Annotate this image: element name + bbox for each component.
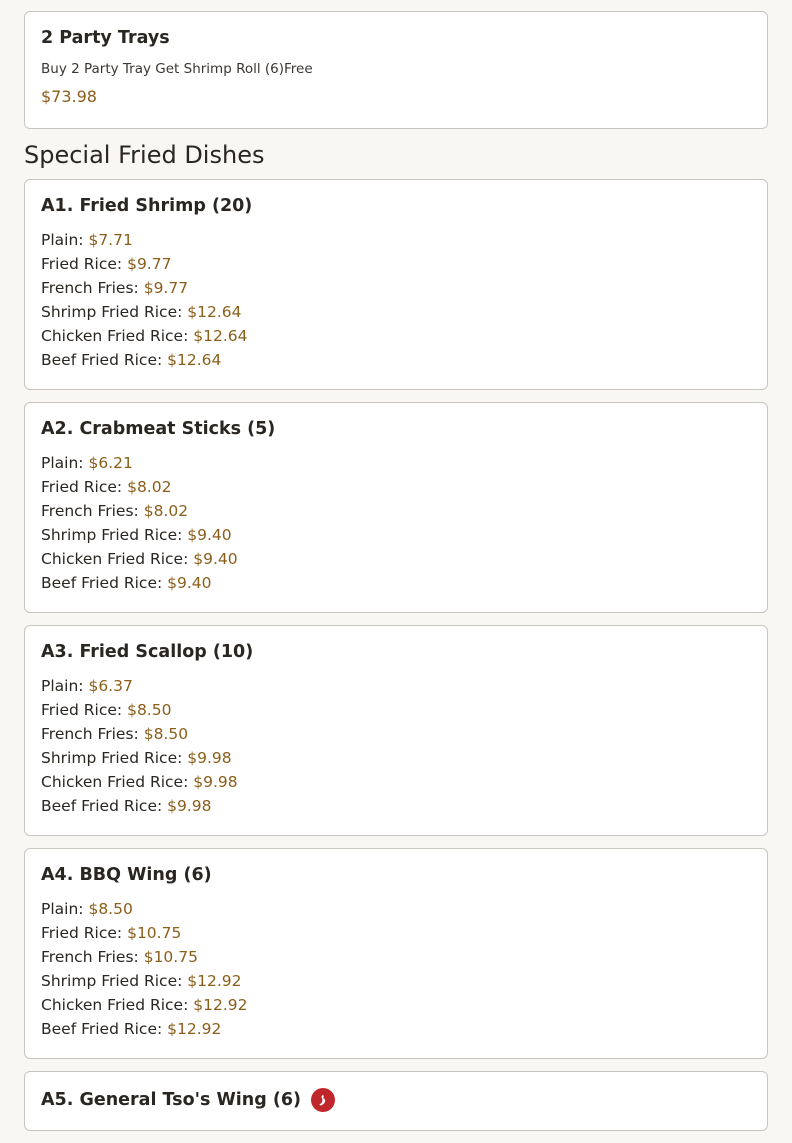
option-price: $8.02 [143,502,189,520]
option-row: French Fries: $10.75 [41,948,198,966]
option-row: Beef Fried Rice: $12.64 [41,351,222,369]
option-price: $12.64 [187,303,242,321]
item-description: Buy 2 Party Tray Get Shrimp Roll (6)Free [41,61,313,77]
option-price: $12.64 [193,327,248,345]
option-row: Chicken Fried Rice: $9.98 [41,773,238,791]
option-row: French Fries: $8.02 [41,502,189,520]
option-row: Beef Fried Rice: $12.92 [41,1020,222,1038]
menu-content [24,0,768,1143]
item-title-row [41,1088,751,1112]
menu-item-card[interactable] [24,179,768,390]
option-price: $8.50 [127,701,172,719]
option-row: Chicken Fried Rice: $12.64 [41,327,248,345]
item-title: A4. BBQ Wing (6) [41,865,212,885]
option-price: $12.92 [187,972,242,990]
pepper-icon [316,1093,330,1107]
option-price: $6.21 [88,454,133,472]
option-row: Shrimp Fried Rice: $12.64 [41,303,242,321]
option-row: Fried Rice: $8.02 [41,478,172,496]
option-row: Chicken Fried Rice: $12.92 [41,996,248,1014]
option-price: $9.40 [193,550,238,568]
option-price: $8.02 [127,478,172,496]
option-row: Fried Rice: $9.77 [41,255,172,273]
option-price: $9.98 [193,773,238,791]
item-title: 2 Party Trays [41,28,170,48]
option-row: Shrimp Fried Rice: $12.92 [41,972,242,990]
item-title: A2. Crabmeat Sticks (5) [41,419,276,439]
menu-item-card[interactable] [24,402,768,613]
option-row: Plain: $6.37 [41,677,133,695]
option-row: Beef Fried Rice: $9.40 [41,574,212,592]
option-price: $9.40 [167,574,212,592]
option-row: Beef Fried Rice: $9.98 [41,797,212,815]
option-row: Shrimp Fried Rice: $9.98 [41,749,232,767]
option-price: $6.37 [88,677,133,695]
option-row: Plain: $6.21 [41,454,133,472]
option-price: $9.40 [187,526,232,544]
option-price: $7.71 [88,231,133,249]
option-price: $9.98 [167,797,212,815]
menu-item-card[interactable] [24,1071,768,1131]
option-row: French Fries: $9.77 [41,279,189,297]
item-title: A3. Fried Scallop (10) [41,642,254,662]
section-title: Special Fried Dishes [24,141,265,169]
option-row: Chicken Fried Rice: $9.40 [41,550,238,568]
option-row: Fried Rice: $10.75 [41,924,182,942]
spicy-icon [311,1088,335,1112]
option-price: $10.75 [143,948,198,966]
item-title: A1. Fried Shrimp (20) [41,196,253,216]
option-row: Shrimp Fried Rice: $9.40 [41,526,232,544]
option-price: $12.64 [167,351,222,369]
option-price: $9.77 [143,279,189,297]
menu-item-card[interactable] [24,625,768,836]
option-price: $8.50 [88,900,133,918]
option-row: Plain: $8.50 [41,900,133,918]
option-price: $8.50 [143,725,189,743]
option-row: Fried Rice: $8.50 [41,701,172,719]
option-price: $12.92 [193,996,248,1014]
menu-item-card[interactable] [24,848,768,1059]
item-title: A5. General Tso's Wing (6) [41,1090,302,1110]
option-price: $10.75 [127,924,182,942]
menu-item-card[interactable] [24,11,768,129]
option-row: French Fries: $8.50 [41,725,189,743]
option-price: $12.92 [167,1020,222,1038]
option-price: $9.98 [187,749,232,767]
option-price: $9.77 [127,255,172,273]
item-price: $73.98 [41,87,97,106]
option-row: Plain: $7.71 [41,231,133,249]
